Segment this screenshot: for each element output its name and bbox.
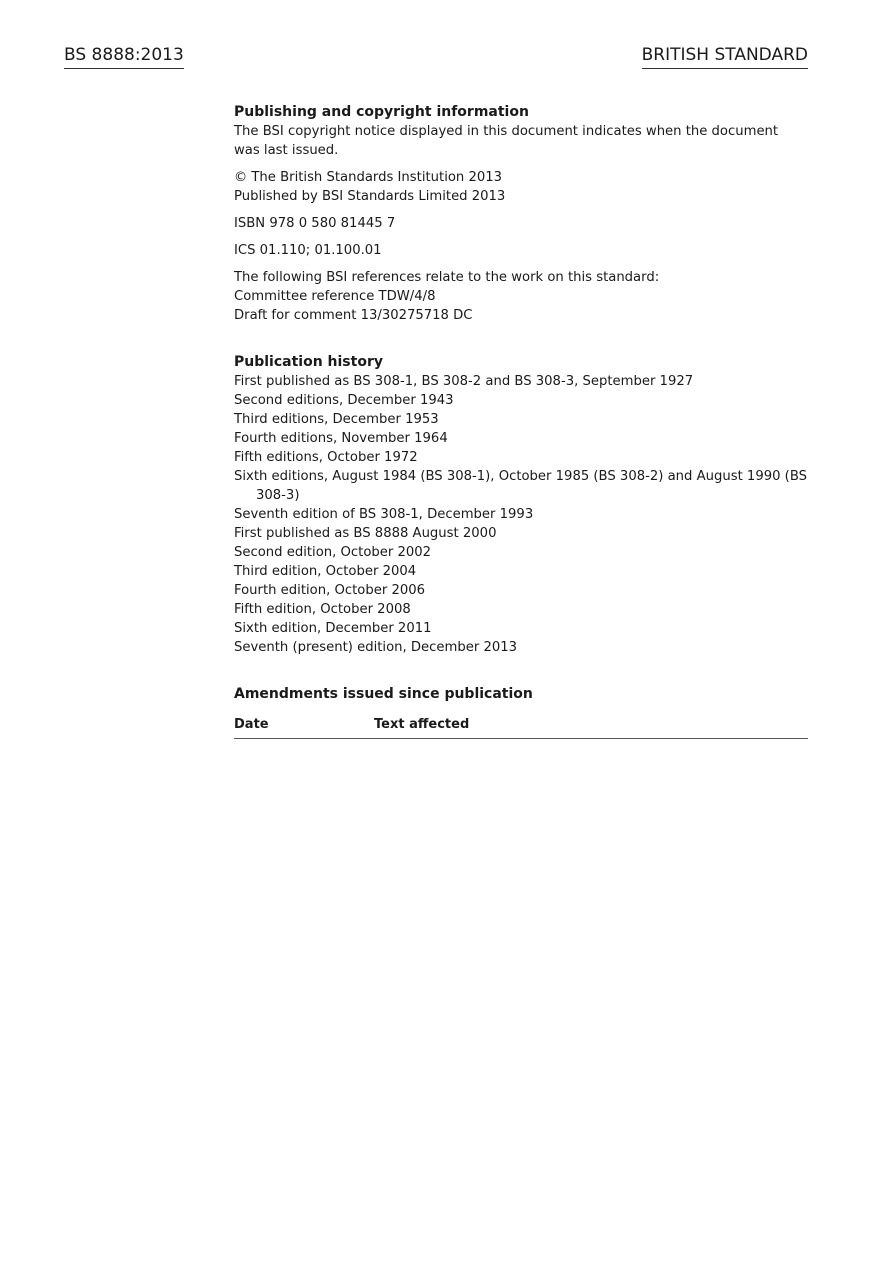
history-item: Second editions, December 1943 <box>234 393 454 408</box>
bsi-references-intro: The following BSI references relate to the work on this standard: <box>234 270 660 285</box>
amendments-heading: Amendments issued since publication <box>234 686 533 702</box>
ics-line: ICS 01.110; 01.100.01 <box>234 243 382 258</box>
history-item: Fourth edition, October 2006 <box>234 583 426 598</box>
history-item: First published as BS 308-1, BS 308-2 and BS 308-3, September 1927 <box>234 374 694 389</box>
draft-for-comment: Draft for comment 13/30275718 DC <box>234 308 473 323</box>
history-item: First published as BS 8888 August 2000 <box>234 526 497 541</box>
committee-reference: Committee reference TDW/4/8 <box>234 289 436 304</box>
isbn-line: ISBN 978 0 580 81445 7 <box>234 216 396 231</box>
copyright-line: © The British Standards Institution 2013 <box>234 170 503 185</box>
publishing-info-content <box>234 102 808 739</box>
history-item: Sixth editions, August 1984 (BS 308-1), October 1985 (BS 308-2) and August 1990 (BS 308-3) <box>234 469 808 503</box>
amendments-text-affected-column: Text affected <box>374 717 470 732</box>
history-item: Fourth editions, November 1964 <box>234 431 448 446</box>
history-item: Seventh edition of BS 308-1, December 1993 <box>234 507 534 522</box>
copyright-notice-text: The BSI copyright notice displayed in this document indicates when the document was last issued. <box>234 124 779 158</box>
header-standard-number: BS 8888:2013 <box>64 44 184 69</box>
published-by-line: Published by BSI Standards Limited 2013 <box>234 189 506 204</box>
amendments-table-header <box>234 716 808 739</box>
history-item: Second edition, October 2002 <box>234 545 432 560</box>
history-item: Fifth edition, October 2008 <box>234 602 411 617</box>
publication-history-heading: Publication history <box>234 354 383 370</box>
history-item: Sixth edition, December 2011 <box>234 621 432 636</box>
history-item: Seventh (present) edition, December 2013 <box>234 640 518 655</box>
history-item: Fifth editions, October 1972 <box>234 450 418 465</box>
history-item: Third editions, December 1953 <box>234 412 439 427</box>
publication-history-list <box>234 372 808 657</box>
publishing-heading: Publishing and copyright information <box>234 104 529 120</box>
header-british-standard: BRITISH STANDARD <box>642 44 808 69</box>
amendments-date-column: Date <box>234 717 269 732</box>
history-item: Third edition, October 2004 <box>234 564 417 579</box>
